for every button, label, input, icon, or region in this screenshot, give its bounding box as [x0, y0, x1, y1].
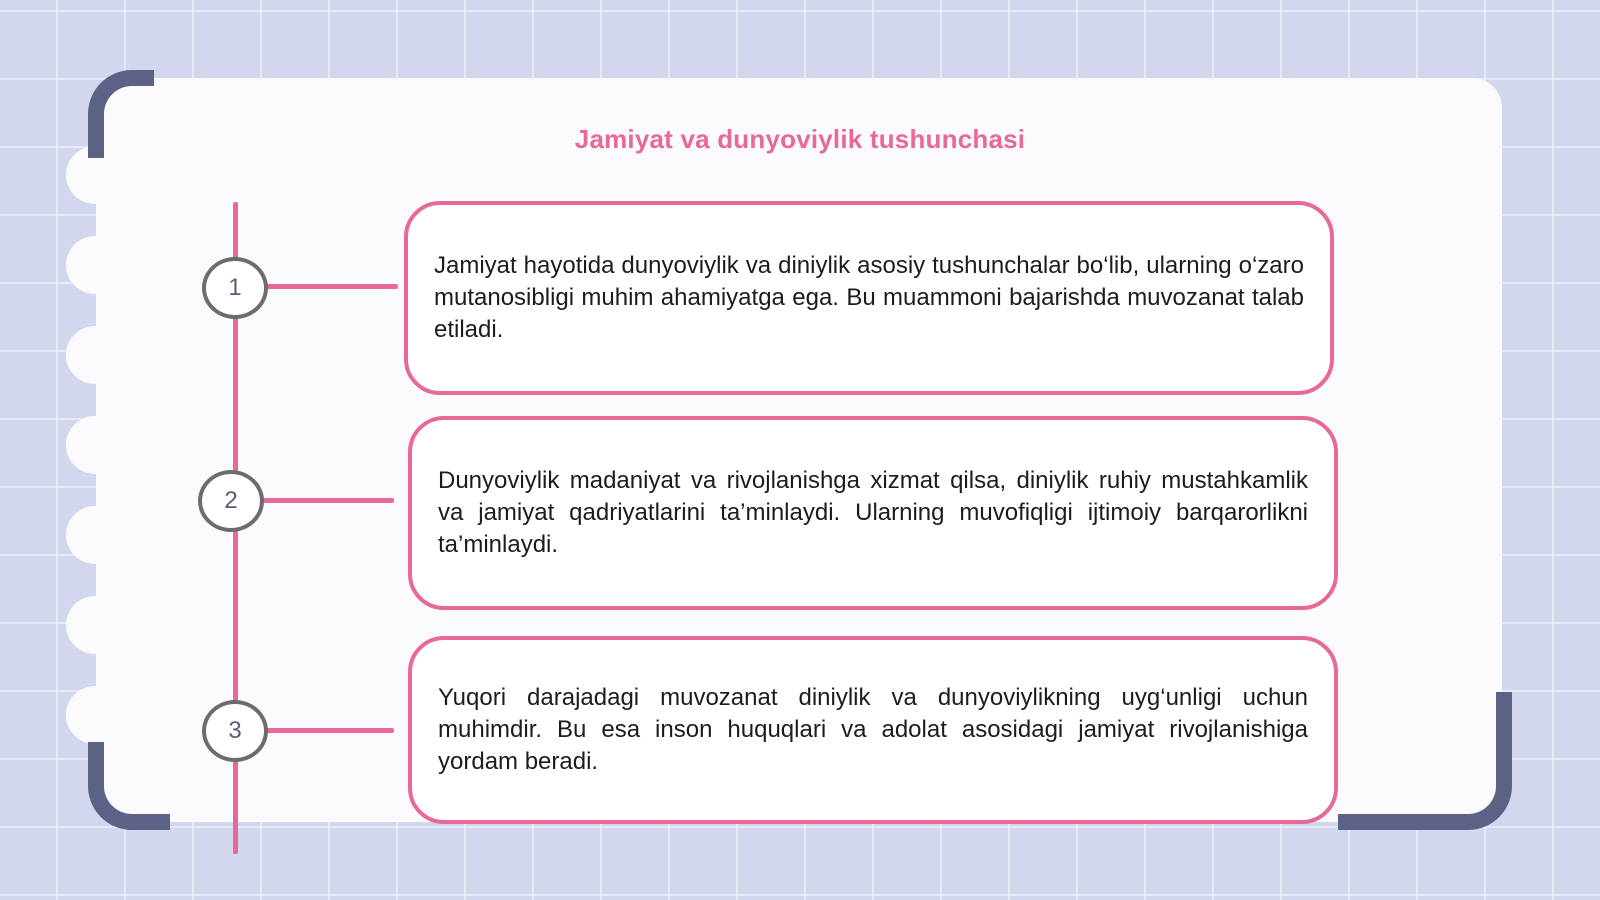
card-scallop — [66, 326, 124, 384]
step-number-3: 3 — [202, 700, 268, 762]
text-box-1 — [404, 201, 1334, 395]
text-box-3 — [408, 636, 1338, 824]
slide-title: Jamiyat va dunyoviylik tushunchasi — [574, 124, 1026, 154]
corner-bracket-bottom-right — [1338, 692, 1512, 830]
card-scallop — [66, 686, 124, 744]
card-scallop — [66, 416, 124, 474]
text-box-2-text: Dunyoviylik madaniyat va rivojlanishga xizmat qilsa, diniylik ruhiy mustahkamlik va jamiyat qadriyatlarini ta’minlaydi. Ularning muvofiqligi ijtimoiy barqarorlikni ta’minlaydi. — [438, 467, 1308, 558]
text-box-2 — [408, 416, 1338, 610]
card-scallop — [66, 596, 124, 654]
card-scallop — [66, 236, 124, 294]
connector-line-1 — [266, 284, 398, 289]
connector-line-3 — [266, 728, 394, 733]
corner-bracket-bottom-left — [88, 742, 170, 830]
corner-bracket-top-left — [88, 70, 154, 158]
step-number-1: 1 — [202, 257, 268, 319]
card-scallop — [66, 506, 124, 564]
connector-line-2 — [262, 498, 394, 503]
step-number-2: 2 — [198, 470, 264, 532]
text-box-3-text: Yuqori darajadagi muvozanat diniylik va dunyoviylikning uyg‘unligi uchun muhimdir. Bu esa inson huquqlari va adolat asosidagi jamiyat rivojlanishiga yordam beradi. — [438, 684, 1308, 775]
text-box-1-text: Jamiyat hayotida dunyoviylik va diniylik asosiy tushunchalar bo‘lib, ularning o‘zaro mutanosibligi muhim ahamiyatga ega. Bu muammoni bajarishda muvozanat talab etiladi. — [434, 252, 1304, 343]
